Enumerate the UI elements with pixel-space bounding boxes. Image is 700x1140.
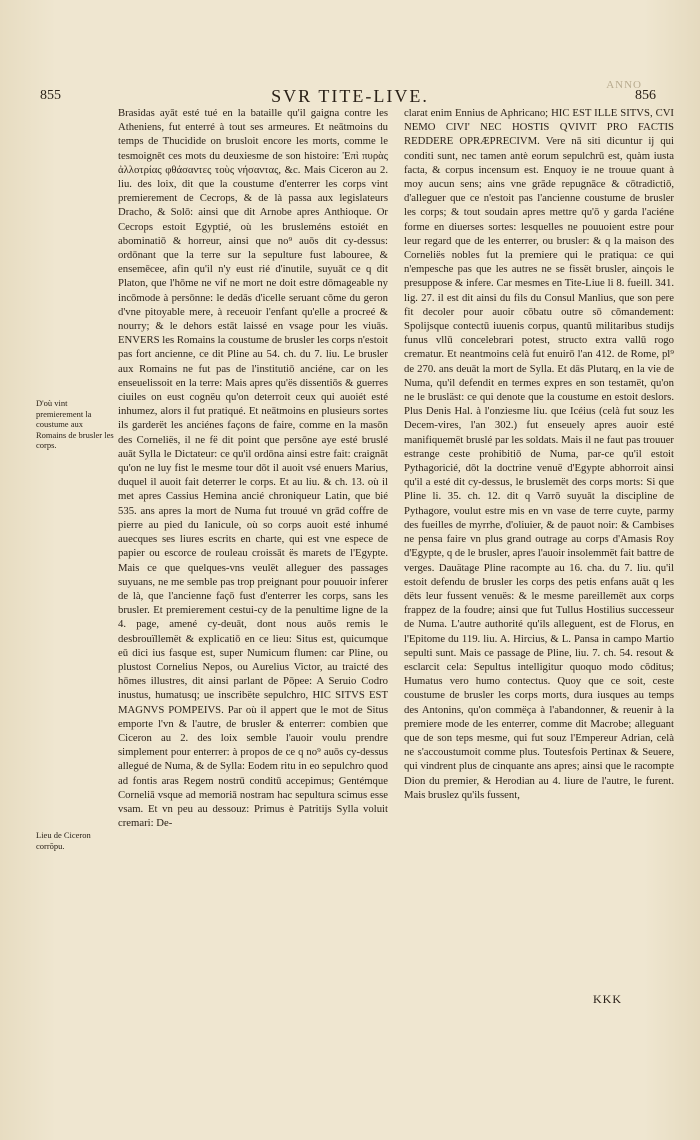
margin-note: Lieu de Ciceron corrōpu.: [36, 830, 91, 851]
catchword: KKK: [593, 992, 622, 1006]
body-text: Brasidas ayāt esté tué en la bataille qu'il gaigna contre les Atheniens, fut enterré à tout ses armeures. Et neātmoins du temps de Thucidide on brusloit encore les morts, comme le tesmoignēt ces mots du deuxiesme de son histoire: Ἐπὶ πυρὰς ἀλλοτρίας φθάσαντες τοὺς νήσαντας, &c. Mais Ciceron au 2. liu. des loix, dit que la coustume d'enterrer les corps vint premierement de Cecrops, & de là passa aux legislateurs Dracho, & Solō: ainsi que dit Arnobe apres Anthioque. Or Cecrops estoit Egyptié, où les brusleméns estoiét en abominatiō & horreur, ainsi que no⁹ auōs dit cy-dessus: ordōnant que la terre sur la sepulture fust labouree, & ensemēcee, afin qu'il n'y eust rié d'inutile, suyuāt ce q dit Platon, que l'hōme ne vif ne mort ne doit estre dōmageable ny incōmode à persōnne: le dedās d'icelle seruant cōme du geron d'vne pitoyable mere, à receuoir l'enfant qu'elle a procreé & nourry; & le dehors estāt laissé en vsage pour les viuās. ENVERS les Romains la coustume de brusler les corps n'estoit pas fort ancienne, ce dit Pline au 54. ch. du 7. liu. Le brusler aux Romains ne fut pas de l'institutiō anciéne, car on les enseuelissoit en la terre: Mais apres qu'ës dissentiōs & guerres ciuiles on eust cognëu qu'on deterroit ceux qui auoiét esté inhumez, alors il fut pratiqué. Et neātmoins en plusieurs sortes ils garderët les anciénes façons de faire, comme en la masōn des Corneliës, il ne fë dit point que persōne aye esté bruslé auāt Sylla le Dictateur: ce qu'il ordōna ainsi estre fait: craignāt qu'on ne luy fist le mesme tour dōt il auoit vsé enuers Marius, duquel il auoit fait deterrer le corps. Et au liu. & ch. 13. où il met apres Cassius Hemina ancié chroniqueur Latin, que bié 535. ans apres la mort de Numa fut trouué vn grād coffre de pierre au pied du Ianicule, où so corps auoit esté inhumé auecques ses liures escrits en charte, qui est vne espece de papier ou escorce de rouleau croissāt ës marets de l'Egypte. Mais ce que quelques-vns veulët alleguer des passages suyuans, ne me semble pas trop preignant pour pouuoir inferer de là, que l'ancienne façō fust d'enterrer les corps, sans les brusler. Et premierement cestui-cy de la penultime ligne de la 4. page, amené cy-deuāt, dont nous auōs remis le desbrouïllemët & explicatiō en ce lieu: Situs est, quicumque eū dici ius fasque est, super Numicum flumen: car Pline, ou plustost Cornelius Nepos, ou Aurelius Victor, au traicté des hōmes illustres, dit ainsi parlant de Pōpee: A Seruio Codro inustus, humatusq; ue inscribëte sepulchro, HIC SITVS EST MAGNVS POMPEIVS. Par où il appert que le mot de Situs emporte l'vn & l'autre, de brusler & enterrer: combien que Ciceron au 2. des loix semble l'auoir voulu prendre simplement pour enterrer: à propos de ce q no⁹ auōs cy-dessus allegué de Numa, & de Sylla: Eodem ritu in eo sepulchro quod ad fontis aras Regem nostrū conditū accepimus; Gentémque Corneliā vsque ad memoriā nostram hac sepultura scimus esse vsam. Et vn peu au dessouz: Primus è Patritijs Sylla voluit cremari: De-: [118, 107, 388, 830]
bleed-through-text: ANNO: [606, 79, 642, 91]
page-number-right: 856: [635, 88, 656, 103]
running-title: SVR TITE-LIVE.: [271, 86, 429, 106]
page-number-left: 855: [40, 88, 61, 103]
body-text: clarat enim Ennius de Aphricano; HIC EST ILLE SITVS, CVI NEMO CIVI' NEC HOSTIS QVIVIT PRO FACTIS REDDERE OPRÆPRECIVM. Vere nā siti dicuntur ij qui conditi sunt, nec tamen antè eorum sepulchrū est, quàm iusta facta, & corpus incensum est. Enquoy ie ne trouue quant à moy aucun sens; ains vne grāde repugnāce & cōtradictiō, d'alleguer que ce n'estoit pas l'ancienne coustume de brusler les corps; & tout soudain apres mettre qu'ō y garda l'aciéne forme en diuerses sortes: lesquelles ne pouuoient estre pour leur regard que de les enterrer, ou brusler: & q la maison des Corneliës nobles fut la premiere qui le pratiqua: ce qui n'empesche pas que les autres ne se fissët brusler, ainçois le presuppose & infere. Car mesmes en Tite-Liue li 8. fueill. 341. lig. 27. il est dit ainsi du fils du Consul Manlius, que son pere fit decoler pour auoir cōbatu outre sō cōmandement: Spolijsque contectū iuuenis corpus, quantū militaribus studijs funus vllū concelebrari potest, structo extra vallū rogo crematur. Et neantmoins celà fut enuirō l'an 412. de Rome, pl⁹ de 270. ans deuāt la mort de Sylla. Et dās Plutarq, en la vie de Numa, qu'il defendit en termes expres en son testamët, qu'on ne le brusläst: ce qui denote que la coustume en estoit deslors. Plus Denis Hal. à l'onziesme liu. que Icéius (celà fut souz les Decem-vires, l'an 302.) fut enseuely apres auoir esté manifiquemët bruslé par les soldats. Mais il ne faut pas trouuer estrange ceste prohibitiō de Numa, par-ce qu'il estoit Pythagoricié, dōt la doctrine venuë d'Egypte abhorroit ainsi qu'il a esté dit cy-dessus, le bruslemët des corps morts: Si que Pline li. 35. ch. 12. dit q Varrō suyuāt la discipline de Pythagore, voulut estre mis en vn vase de terre cuyte, parmy des fueilles de myrrhe, d'oliuier, & de pauot noir: & Cambises ne pensa faire vn plus grand outrage au corps d'Amasis Roy d'Egypte, q de le brusler, apres l'auoir insolemmët fait battre de verges. Dauätage Pline racompte au 16. cha. du 7. liu. qu'il estoit defendu de brusler les corps des petis enfans auāt q les dëts leur fussent venuës: & le mesme pareillemët aux corps frappez de la foudre; ainsi que fut Tullus Hostilius successeur de Numa. L'autre authorité qu'ils alleguent, est de Florus, en l'Epitome du 119. liu. A. Hircius, & L. Pansa in campo Martio sepulti sunt. Mais ce passage de Pline, liu. 7. ch. 54. resout & esclarcit cela: Sepultus intelligitur quoquo modo cōditus; Humatus vero humo contectus. Quoy que ce soit, ceste coustume de brusler les corps morts, dura iusques au temps des Antonins, qu'on commëça à l'abandonner, & reuenir à la premiere mode de les enterrer, comme dit Macrobe; alleguant que de son teps mesme, qui fut souz l'Empereur Adrian, celà ne s'accoustumoit comme plus. Toutesfois Pertinax & Seuere, qui vindrent plus de cinquante ans apres; ainsi que le racompte Dion du premier, & Herodian au 4. liure de l'autre, le furent. Mais bruslez qu'ils fussent,: [404, 107, 674, 801]
text-column-left: [118, 106, 388, 830]
text-column-right: [404, 106, 674, 802]
margin-note: D'où vint premierement la coustume aux Romains de brusler les corps.: [36, 398, 114, 450]
